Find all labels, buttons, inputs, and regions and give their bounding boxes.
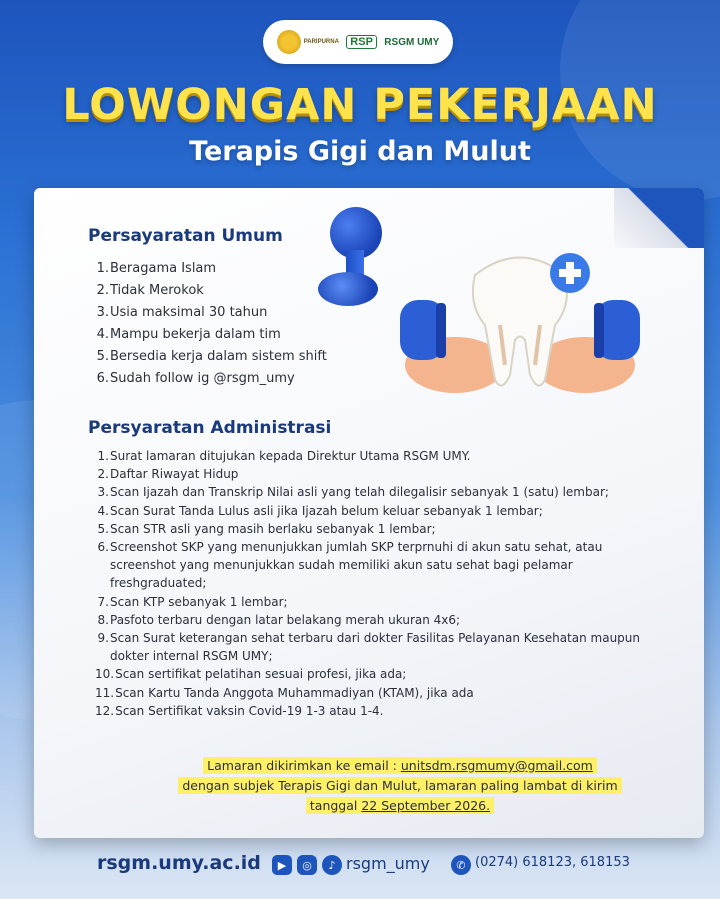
list-item: 6. Screenshot SKP yang menunjukkan jumlah SKP terprnuhi di akun satu sehat, atau screenshot yang menunjukkan sudah memiliki akun satu sehat bagi pelamar freshgraduated;	[97, 540, 603, 591]
list-item: 8. Pasfoto terbaru dengan latar belakang merah ukuran 4x6;	[97, 612, 461, 627]
instagram-icon[interactable]: ◎	[297, 855, 317, 875]
list-item: 3. Scan Ijazah dan Transkrip Nilai asli yang telah dilegalisir sebanyak 1 (satu) lembar;	[97, 485, 609, 500]
rsgm-logo: RSGM UMY	[384, 36, 440, 48]
phone-number[interactable]: (0274) 618123, 618153	[475, 855, 630, 870]
youtube-icon[interactable]: ▶	[272, 855, 292, 875]
list-item: 4. Scan Surat Tanda Lulus asli jika Ijazah belum keluar sebanyak 1 lembar;	[97, 503, 543, 518]
admin-requirements-heading: Persyaratan Administrasi	[88, 418, 332, 438]
push-pin-base	[318, 272, 378, 306]
application-note-line3: tanggal 22 September 2026.	[306, 797, 494, 814]
website-link[interactable]: rsgm.umy.ac.id	[97, 852, 261, 874]
deadline-date: 22 September 2026.	[361, 798, 491, 813]
application-note-line2: dengan subjek Terapis Gigi dan Mulut, lamaran paling lambat di kirim	[178, 777, 621, 794]
list-item: 2. Tidak Merokok	[96, 283, 204, 298]
paripurna-logo	[277, 30, 339, 54]
list-item: 6. Sudah follow ig @rsgm_umy	[96, 371, 295, 386]
list-item: 4. Mampu bekerja dalam tim	[96, 327, 281, 342]
general-requirements-list	[95, 258, 327, 390]
page-subtitle: Terapis Gigi dan Mulut	[189, 136, 531, 167]
list-item: 5. Scan STR asli yang masih berlaku sebanyak 1 lembar;	[97, 521, 436, 536]
admin-requirements-list	[95, 447, 665, 720]
tiktok-icon[interactable]: ♪	[322, 855, 342, 875]
social-handle[interactable]: rsgm_umy	[346, 854, 430, 873]
general-requirements-heading: Persayaratan Umum	[88, 226, 283, 246]
list-item: 3. Usia maksimal 30 tahun	[96, 305, 268, 320]
list-item: 2. Daftar Riwayat Hidup	[97, 467, 239, 482]
list-item: 10. Scan sertifikat pelatihan sesuai profesi, jika ada;	[95, 667, 407, 682]
list-item: 5. Bersedia kerja dalam sistem shift	[96, 349, 327, 364]
paripurna-logo-text: PARIPURNA	[303, 38, 339, 45]
application-note-line1: Lamaran dikirimkan ke email : unitsdm.rsgmumy@gmail.com	[203, 757, 597, 774]
list-item: 12. Scan Sertifikat vaksin Covid-19 1-3 atau 1-4.	[95, 703, 384, 718]
list-item: 1. Surat lamaran ditujukan kepada Direktur Utama RSGM UMY.	[97, 449, 471, 463]
email-link[interactable]: unitsdm.rsgmumy@gmail.com	[400, 758, 593, 773]
phone-icon: ✆	[451, 855, 471, 875]
logo-bar	[263, 20, 453, 64]
list-item: 1. Beragama Islam	[96, 261, 217, 276]
list-item: 9. Scan Surat keterangan sehat terbaru dari dokter Fasilitas Pelayanan Kesehatan maupun dokter internal RSGM UMY;	[97, 631, 640, 664]
page-title: LOWONGAN PEKERJAAN	[62, 80, 658, 130]
list-item: 7. Scan KTP sebanyak 1 lembar;	[97, 594, 288, 609]
list-item: 11. Scan Kartu Tanda Anggota Muhammadiyan (KTAM), jika ada	[95, 685, 474, 700]
rsp-logo: RSP	[346, 35, 377, 49]
tooth-hands-illustration	[400, 245, 640, 415]
application-note	[160, 756, 640, 816]
paripurna-seal-icon	[277, 30, 301, 54]
